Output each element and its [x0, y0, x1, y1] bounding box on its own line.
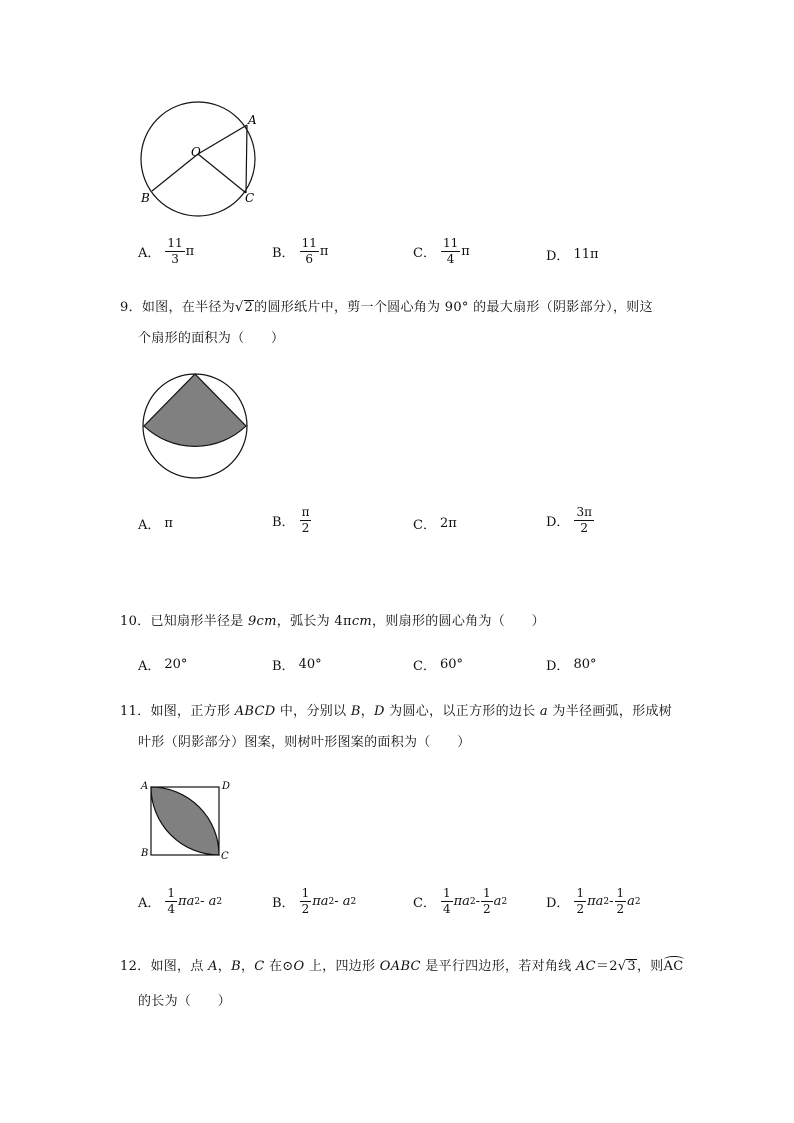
q8-option-d[interactable]: D． 11π — [546, 247, 599, 264]
q9-stem-line1: 9．如图，在半径为√ 2 的圆形纸片中，剪一个圆心角为 90° 的最大扇形（阴影部分），则这 — [120, 300, 653, 315]
label-A: A — [248, 113, 257, 127]
q10-stem: 10．已知扇形半径是 9cm，弧长为 4πcm，则扇形的圆心角为（ ） — [120, 614, 545, 629]
label-B: B — [141, 191, 150, 205]
fraction: $\frac{1}{2}$ — [301, 886, 310, 916]
q9-option-b[interactable] — [272, 505, 312, 536]
option-label: A． — [138, 896, 161, 911]
option-label: C． — [413, 246, 436, 261]
q11-stem-line1: 11．如图，正方形 ABCD 中，分别以 B，D 为圆心，以正方形的边长 a 为半径画弧，形成树 — [120, 704, 673, 719]
q10-option-c[interactable]: C． 60° — [413, 657, 463, 674]
option-label: B． — [272, 246, 295, 261]
label-C: C — [245, 191, 255, 205]
q11-option-b[interactable]: B． $\frac{1}{2}$ πa 2 - a 2 — [272, 886, 357, 916]
option-label: D． — [546, 896, 570, 911]
q8-option-c[interactable]: C． $\frac{11}{4}$ π — [413, 236, 470, 266]
label-C: C — [221, 851, 229, 862]
option-label: D． — [546, 249, 570, 264]
fraction: $\frac{1}{2}$ — [576, 886, 585, 916]
q12-stem-line1: 12．如图，点 A，B，C 在⊙O 上，四边形 OABC 是平行四边形，若对角线 AC＝2√ 3 ，则AC — [120, 955, 684, 974]
q8-option-a[interactable]: A． $\frac{11}{3}$ π — [138, 236, 195, 266]
fraction: $\frac{1}{4}$ — [442, 886, 451, 916]
option-label: C． — [413, 659, 436, 674]
fraction: $\frac{\pi}{2}$ — [301, 505, 310, 535]
q9-stem-line2: 个扇形的面积为（ ） — [138, 331, 285, 346]
fraction: $\frac{1}{2}$ — [616, 886, 625, 916]
label-A: A — [141, 781, 149, 792]
q9-option-d[interactable] — [546, 505, 595, 536]
sqrt: √ 2 — [234, 300, 254, 315]
q11-option-c[interactable]: C． $\frac{1}{4}$ πa 2 - $\frac{1}{2}$ a 2 — [413, 886, 508, 916]
q11-option-a[interactable]: A． $\frac{1}{4}$ πa 2 - a 2 — [138, 886, 223, 916]
fraction: $\frac{1}{2}$ — [483, 886, 491, 916]
option-label: A． — [138, 518, 161, 533]
fraction: $\frac{1}{4}$ — [167, 886, 176, 916]
fraction: $\frac{11}{3}$ — [167, 236, 183, 266]
option-label: B． — [272, 515, 295, 530]
option-label: C． — [413, 896, 436, 911]
q8-option-b[interactable]: B． $\frac{11}{6}$ π — [272, 236, 329, 266]
sqrt: √ 3 — [617, 959, 636, 974]
option-label: D． — [546, 659, 570, 674]
q11-stem-line2: 叶形（阴影部分）图案，则树叶形图案的面积为（ ） — [138, 735, 471, 750]
label-B: B — [141, 848, 149, 859]
fraction: $\frac{11}{4}$ — [442, 236, 459, 266]
option-label: D． — [546, 515, 570, 530]
option-label: B． — [272, 659, 295, 674]
q8-circle-figure — [135, 98, 265, 218]
q10-option-b[interactable]: B． 40° — [272, 657, 322, 674]
option-label: A． — [138, 246, 161, 261]
q9-option-a[interactable]: A． π — [138, 516, 173, 533]
option-label: C． — [413, 518, 436, 533]
fraction: $\frac{11}{6}$ — [301, 236, 317, 266]
option-label: A． — [138, 659, 161, 674]
q12-stem-line2: 的长为（ ） — [138, 994, 232, 1009]
q9-sector-figure — [138, 370, 254, 482]
label-O: O — [191, 145, 201, 159]
q9-option-c[interactable]: C． 2π — [413, 516, 457, 533]
q10-option-a[interactable]: A． 20° — [138, 657, 188, 674]
label-D: D — [222, 781, 231, 792]
q10-option-d[interactable]: D． 80° — [546, 657, 597, 674]
q11-leaf-figure — [138, 776, 238, 866]
q11-option-d[interactable]: D． $\frac{1}{2}$ πa 2 - $\frac{1}{2}$ a 2 — [546, 886, 641, 916]
option-label: B． — [272, 896, 295, 911]
arc-notation: AC — [664, 956, 684, 974]
fraction: $\frac{3\pi}{2}$ — [576, 505, 592, 535]
